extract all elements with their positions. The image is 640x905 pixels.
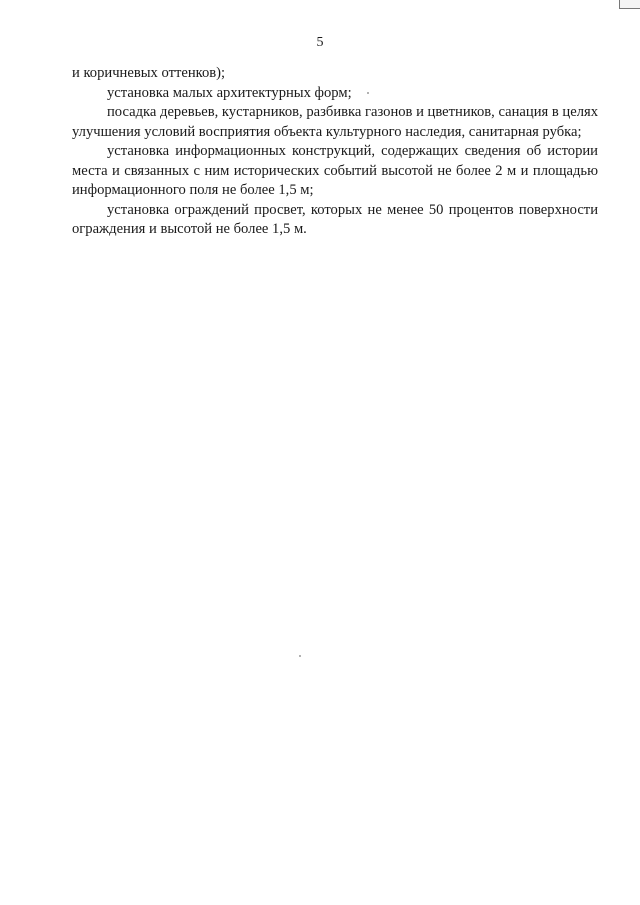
scan-corner-mark [619, 0, 640, 9]
scan-speck [367, 92, 369, 94]
paragraph-information-structures: установка информационных конструкций, содержащих сведения об истории места и связанных с ним исторических событий высотой не более 2 м и площадью информационного поля не более 1,5 м; [72, 143, 598, 198]
paragraph-planting-and-sanitation: посадка деревьев, кустарников, разбивка газонов и цветников, санация в целях улучшения условий восприятия объекта культурного наследия, санитарная рубка; [72, 104, 598, 140]
paragraph-continuation: и коричневых оттенков); [72, 65, 226, 81]
paragraph-small-architectural-forms: установка малых архитектурных форм; [107, 84, 352, 101]
scan-speck [299, 655, 301, 657]
paragraph-fencing: установка ограждений просвет, которых не менее 50 процентов поверхности ограждения и высотой не более 1,5 м. [72, 201, 598, 237]
document-body [72, 64, 598, 240]
page-number: 5 [316, 35, 324, 50]
